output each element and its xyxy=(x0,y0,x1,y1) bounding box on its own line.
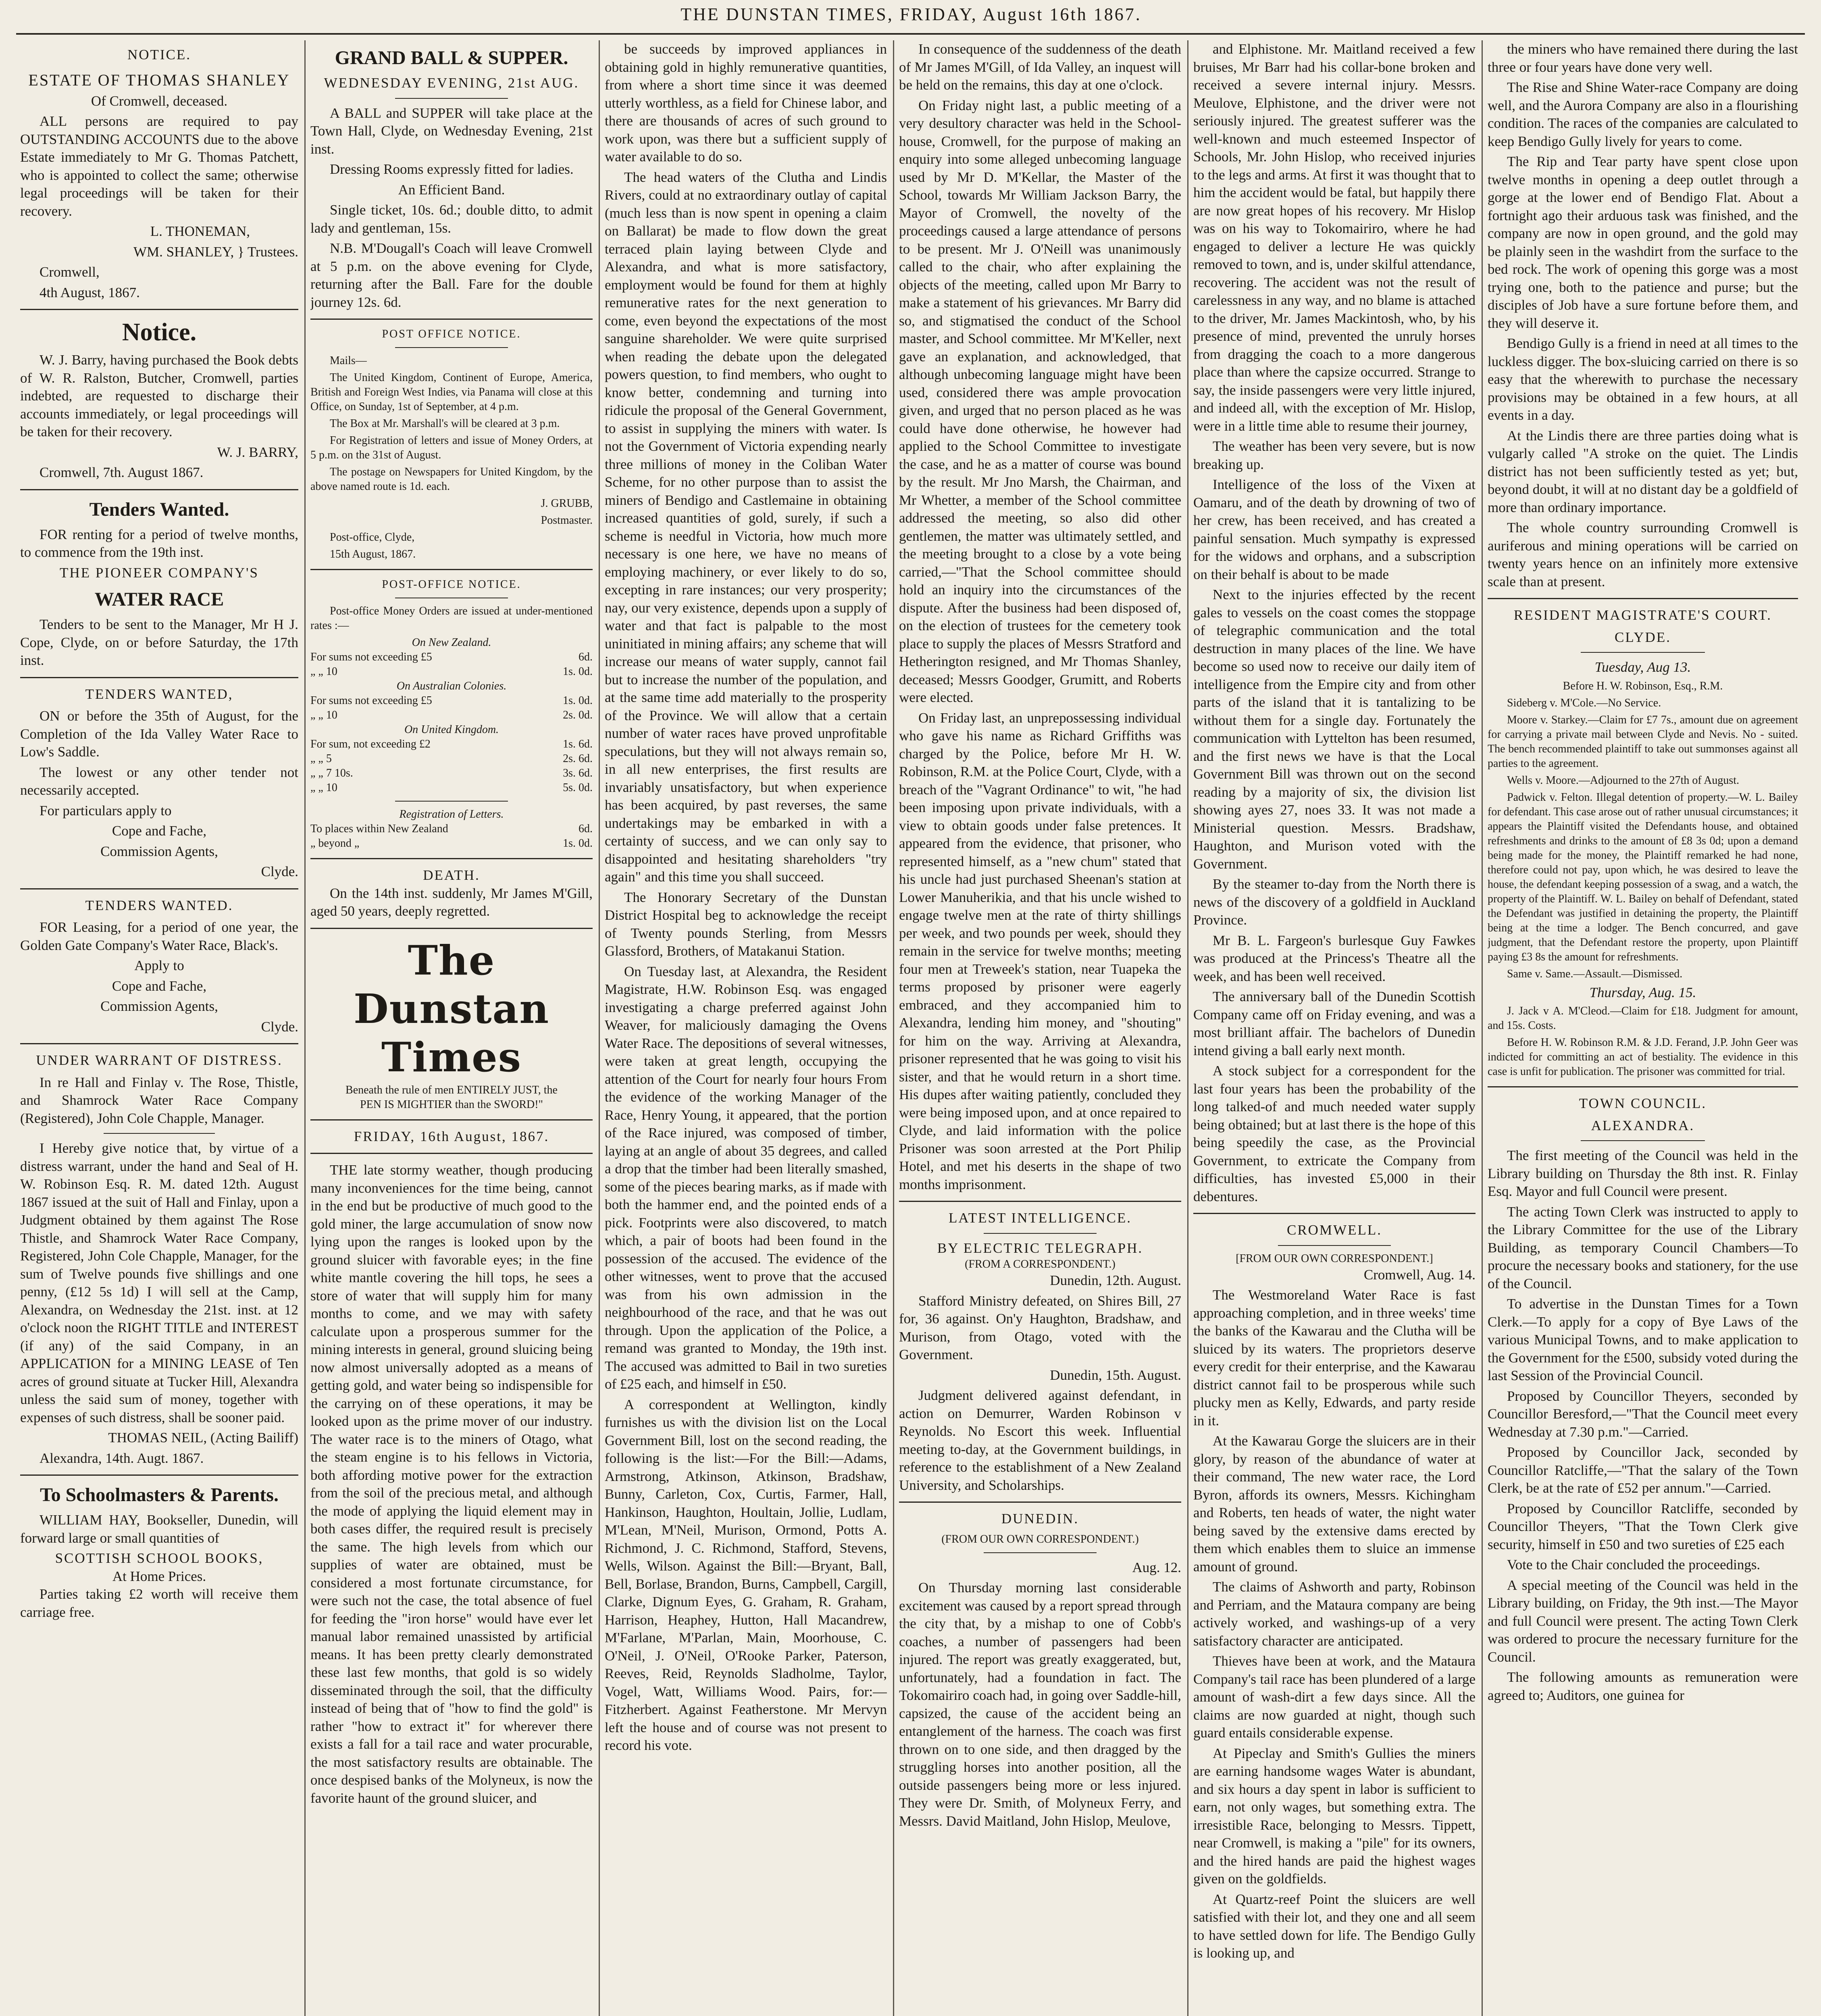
court-cases2 xyxy=(1488,1004,1798,1079)
table-row: „ „ 5 2s. 6d. xyxy=(310,752,593,765)
divider xyxy=(1581,652,1705,653)
column-5-text xyxy=(1193,40,1476,1206)
paragraph: The claims of Ashworth and party, Robinson and Perriam, and the Mataura company are being actively worked, and washings-up of a very satisfactory character are anticipated. xyxy=(1193,1579,1476,1649)
column-1 xyxy=(20,40,298,2016)
ball-title: GRAND BALL & SUPPER. xyxy=(335,47,568,69)
table-row: „ „ 10 1s. 0d. xyxy=(310,665,593,678)
table-row: „ beyond „ 1s. 0d. xyxy=(310,837,593,850)
paragraph: To advertise in the Dunstan Times for a Town Clerk.—To apply for a copy of Bye Laws of the various Municipal Towns, and to make application to the Government for the £500, subsidy voted during the last Session of the Provincial Council. xyxy=(1488,1296,1798,1383)
ball-band: An Efficient Band. xyxy=(398,181,505,198)
court-title: RESIDENT MAGISTRATE'S COURT. xyxy=(1513,607,1772,623)
column-5 xyxy=(1193,40,1476,2016)
paragraph: The acting Town Clerk was instructed to apply to the Library Committee for the use of the Library Building, as temporary Council Chambers—To procure the necessary books and stationery, for the use of the Council. xyxy=(1488,1204,1798,1291)
column-rule xyxy=(304,40,306,2016)
po2-title: POST-OFFICE NOTICE. xyxy=(382,578,521,591)
tenders2-place: Clyde. xyxy=(261,864,298,879)
paragraph: The head waters of the Clutha and Lindis Rivers, could at no extraordinary outlay of capital (much less than is now spent in opening a claim on Ballarat) be made to flow down the great terraced plain laying between Clyde and Alexandra, and what is more satisfactory, employment would be found for them at highly remunerative rates for the next generation to come, even beyond the expectations of the most sanguine shareholder. We were quite surprised when reading the debate upon the delegated powers question, to find members, who ought to know better, condemning and turning into ridicule the proposal of the General Government, to assist in supplying the miners with water. Is not the Government of Victoria expending nearly three millions of money in the Coliban Water Scheme, for no other purpose than to assist the miners of Bendigo and Castlemaine in obtaining increased quantities of gold, surely, if such a scheme is needful in Victoria, how much more necessary is one here, we have no means of employing machinery, or ever likely to do so, excepting in rare instances; our very prosperity; nay, our very existence, depends upon a supply of water and that fact is palpable to the most uninitiated in mining affairs; any scheme that will increase our means of water supply, cannot fail but to increase the number of the population, and at the same time add materially to the prosperity of the Province. We will allow that a certain number of water races have proved unprofitable speculations, but they will not always remain so, in all new enterprises, the first results are invariably unsatisfactory, but when experience has been acquired, by past reverses, the same undertakings may be embarked in with a certainty of success, and we can only say to disappointed and hesitating shareholders "try again" and this time you shall succeed. xyxy=(605,169,887,885)
paragraph: Same v. Same.—Assault.—Dismissed. xyxy=(1507,967,1683,980)
tenders1-title: Tenders Wanted. xyxy=(89,498,229,520)
paragraph: A special meeting of the Council was held in the Library building, on Friday, the 9th inst.—The Mayor and full Council were present. The acting Town Clerk was ordered to procure the necessary furniture for the Council. xyxy=(1488,1577,1798,1665)
header-rule xyxy=(16,33,1805,35)
paragraph: The anniversary ball of the Dunedin Scottish Company came off on Friday evening, and was a most brilliant affair. The bachelors of Dunedin intend giving a ball early next month. xyxy=(1193,989,1476,1058)
po-body1: The United Kingdom, Continent of Europe, America, British and Foreign West Indies, via Panama will close at this Office, on Sunday, 1st of September, at 4 p.m. xyxy=(310,371,593,413)
paragraph: Moore v. Starkey.—Claim for £7 7s., amount due on agreement for carrying a private mail between Clyde and Nevis. No - suited. The bench recommended plaintiff to take out summonses against all parties to the agreement. xyxy=(1488,713,1798,770)
divider xyxy=(310,569,593,570)
divider xyxy=(1278,1245,1391,1246)
late-date1: Dunedin, 12th. August. xyxy=(1050,1272,1181,1288)
tenders2-body: ON or before the 35th of August, for the Completion of the Ida Valley Water Race to Low's Saddle. xyxy=(20,708,298,760)
death-body: On the 14th inst. suddenly, Mr James M'Gill, aged 50 years, deeply regretted. xyxy=(310,885,593,919)
paragraph: The first meeting of the Council was held in the Library building on Thursday the 8th inst. R. Finlay Esq. Mayor and full Council were present. xyxy=(1488,1148,1798,1199)
paragraph: and Elphistone. Mr. Maitland received a few bruises, Mr Barr had his collar-bone broken and received a severe internal injury. Messrs. Meulove, Elphistone, and the driver were not seriously injured. The greatest sufferer was the well-known and much esteemed Inspector of Schools, Mr. John Hislop, who received injuries to the legs and arms. At first it was thought that to him the accident would be fatal, but happily there are now great hopes of his recovery. Mr Hislop was on his way to Tokomairiro, where he had engaged to deliver a lecture He was quickly removed to town, and is, under skilful attendance, recovering. The accident was not the result of carelessness in any way, and no blame is attached to the driver, Mr. James Mackintosh, who, by his presence of mind, prevented the unruly horses from dragging the coach to a more dangerous place than where the capsize occurred. Strange to say, the inside passengers were very little injured, and indeed all, with the exception of Mr. Hislop, were in a little time able to resume their journey, xyxy=(1193,41,1476,434)
paragraph: The Rip and Tear party have spent close upon twelve months in opening a deep outlet through a gorge at the lower end of Bendigo Flat. About a fortnight ago their arduous task was finished, and the company are now in open ground, and the gold may be plainly seen in the washdirt from the surface to the bed rock. The work of opening this gorge was a most trying one, both to the patience and purse; but the disciples of Job have a sure fortune before them, and they will deserve it. xyxy=(1488,154,1798,331)
dunedin-text: On Thursday morning last considerable excitement was caused by a report spread through the city that, by a mishap to one of Cobb's coaches, a number of passengers had been injured. The report was greatly exaggerated, but, unfortunately, had a foundation in fact. The Tokomairiro coach had, in going over Saddle-hill, capsized, the cause of the accident being an entanglement of the harness. The coach was first thrown on to one side, and then dragged by the struggling horses into another position, all the outside passengers being more or less injured. They were Dr. Smith, of Molyneux Ferry, and Messrs. David Maitland, John Hislop, Meulove, xyxy=(899,1580,1181,1829)
po2-nz: On New Zealand. xyxy=(412,636,491,649)
po-place: Post-office, Clyde, xyxy=(330,531,415,544)
po-body2: The Box at Mr. Marshall's will be cleared at 3 p.m. xyxy=(330,417,560,430)
tenders3-agents2: Commission Agents, xyxy=(100,998,218,1014)
column-rule xyxy=(1482,40,1483,2016)
column-2 xyxy=(310,40,593,2016)
divider xyxy=(1193,1213,1476,1214)
table-row: To places within New Zealand 6d. xyxy=(310,823,593,835)
po2-aus: On Australian Colonies. xyxy=(396,680,507,692)
paragraph: Next to the injuries effected by the recent gales to vessels on the coast comes the stoppage of telegraphic communication and the total destruction in many places of the line. We have become so used now to receive our daily item of intelligence from the Empire city and from other parts of the island that it is tantalizing to be without them for a single day. Fortunately the communication with Lyttelton has been resumed, and the first news we have is that the Local Government Bill was thrown out on the second reading by a majority of six, the division list showing ayes 27, noes 33. It was not made a Ministerial question. Messrs. Bradshaw, Haughton, and Murison voted with the Government. xyxy=(1193,587,1476,872)
column-3 xyxy=(605,40,887,2016)
ball-coach: N.B. M'Dougall's Coach will leave Cromwell at 5 p.m. on the above evening for Clyde, returning after the Ball. Fare for the double journey 12s. 6d. xyxy=(310,240,593,310)
divider xyxy=(20,677,298,678)
tenders3-agents: Cope and Fache, xyxy=(112,978,207,994)
paragraph: At the Lindis there are three parties doing what is vulgarly called "A stroke on the quiet. The Lindis district has not been sufficiently tested as yet; but, beyond doubt, it will at no distant day be a goldfield of more than ordinary importance. xyxy=(1488,427,1798,515)
table-row: For sum, not exceeding £2 1s. 6d. xyxy=(310,738,593,750)
paragraph: A correspondent at Wellington, kindly furnishes us with the division list on the Local Government Bill, lost on the second reading, the following is the list:—For the Bill:—Adams, Armstrong, Atkinson, Atkinson, Bradshaw, Bunny, Carleton, Cox, Curtis, Farmer, Hall, Hankinson, Haughton, Houltain, Jollie, Ludlam, M'Lean, M'Neil, Murison, Ormond, Potts A. Richmond, J. C. Richmond, Stafford, Stevens, Wells, Wilson. Against the Bill:—Bryant, Ball, Bell, Borlase, Brandon, Burns, Campbell, Cargill, Clarke, Dignum Eyes, G. Graham, R. Graham, Harrison, Heaphey, Hutton, Hall Macandrew, M'Farlane, M'Parlan, Main, Moorhouse, C. O'Neil, J. O'Neil, O'Rooke Parker, Paterson, Reeves, Reid, Reynolds Sladholme, Taylor, Vogel, Watt, Williams Wood. Pairs, for:—Fitzherbert. Against Featherstone. Mr Mervyn left the house and of course was not present to record his vote. xyxy=(605,1396,887,1753)
paragraph: Proposed by Councillor Theyers, seconded by Councillor Beresford,—"That the Council meet every Wednesday at 7.30 p.m."—Carried. xyxy=(1488,1388,1798,1440)
aus-rates-table xyxy=(310,694,593,723)
paragraph: Thieves have been at work, and the Mataura Company's tail race has been plundered of a large amount of wash-dirt a few days since. All the claims are now guarded at night, though such guard entails considerable expense. xyxy=(1193,1653,1476,1741)
paragraph: the miners who have remained there during the last three or four years have done very well. xyxy=(1488,41,1798,75)
notice1-date: 4th August, 1867. xyxy=(40,284,140,300)
notice2-sig: W. J. BARRY, xyxy=(217,444,298,460)
column-6 xyxy=(1488,40,1798,2016)
tenders3-body: FOR Leasing, for a period of one year, the Golden Gate Company's Water Race, Black's. xyxy=(20,919,298,953)
paragraph: Sideberg v. M'Cole.—No Service. xyxy=(1507,696,1661,709)
ball-tickets: Single ticket, 10s. 6d.; double ditto, to admit lady and gentleman, 15s. xyxy=(310,202,593,236)
tenders2-title: TENDERS WANTED, xyxy=(85,686,233,702)
table-row: For sums not exceeding £5 6d. xyxy=(310,651,593,663)
paragraph: Mr B. L. Fargeon's burlesque Guy Fawkes was produced at the Princess's Theatre all the week, and has been well received. xyxy=(1193,932,1476,984)
divider xyxy=(984,1552,1097,1553)
paragraph: Intelligence of the loss of the Vixen at Oamaru, and of the death by drowning of two of her crew, has been received, and has created a painful sensation. Much sympathy is expressed for the widows and orphans, and a subscription on their behalf is about to be made xyxy=(1193,477,1476,582)
dateline: FRIDAY, 16th August, 1867. xyxy=(354,1128,549,1144)
page-header: THE DUNSTAN TIMES, FRIDAY, August 16th 1867. xyxy=(681,4,1142,24)
divider xyxy=(1488,1086,1798,1087)
school-body2: Parties taking £2 worth will receive them carriage free. xyxy=(20,1586,298,1620)
paragraph: Padwick v. Felton. Illegal detention of property.—W. L. Bailey for defendant. This case arose out of rather unusual circumstances; it appears the Plaintiff visited the Defendants house, and obtained refreshments and drinks to the amount of £8 3s 0d; upon a demand being made for the money, the Plaintiff remarked he had none, therefore could not pay, upon which, he was desired to leave the house, the defendant keeping possession of a swag, and a watch, the property of the Plaintiff. W. L. Bailey on behalf of Defendant, stated the Defendant was justified in detaining the property, the Plaintiff being at the time a lodger. The Bench concurred, and gave judgment, that the Defendant restore the property, upon Plaintiff paying £3 8s the amount for refreshments. xyxy=(1488,791,1798,963)
column-rule xyxy=(893,40,894,2016)
cromwell-corr: [FROM OUR OWN CORRESPONDENT.] xyxy=(1236,1252,1433,1265)
paragraph: In consequence of the suddenness of the death of Mr James M'Gill, of Ida Valley, an inquest will be held on the remains, this day at one o'clock. xyxy=(899,41,1181,93)
warrant-body: I Hereby give notice that, by virtue of a distress warrant, under the hand and Seal of H. W. Robinson Esq. R. M. dated 12th. August 1867 issued at the suit of Hall and Finlay, upon a Judgment obtained by them against The Rose Thistle, and Shamrock Water Race Company, Registered, John Cole Chapple, Manager, for the sum of Twelve pounds five shillings and one penny, (£12 5s 1d) I will sell at the Camp, Alexandra, on Wednesday the 21st. inst. at 12 o'clock noon the RIGHT TITLE and INTEREST (if any) of the said Company, in an APPLICATION for a MINING LEASE of Ten acres of ground situate at Tucker Hill, Alexandra unless the said sum of money, together with expenses of such distress, shall be sooner paid. xyxy=(20,1140,298,1425)
notice2-title: Notice. xyxy=(122,319,197,346)
paragraph: At Quartz-reef Point the sluicers are well satisfied with their lot, and they one and all seem to have settled down for life. The Bendigo Gully is looking up, and xyxy=(1193,1891,1476,1961)
cromwell-title: CROMWELL. xyxy=(1286,1222,1382,1238)
uk-rates-table xyxy=(310,737,593,795)
late-title: LATEST INTELLIGENCE. xyxy=(948,1210,1132,1226)
paragraph: The Honorary Secretary of the Dunstan District Hospital beg to acknowledge the receipt of Twenty pounds Sterling, from Messrs Glassford, Brothers, of Matakanui Station. xyxy=(605,889,887,959)
masthead: The Dunstan Times xyxy=(353,936,550,1081)
reg-rates-table xyxy=(310,822,593,851)
motto-line1: Beneath the rule of men ENTIRELY JUST, the xyxy=(345,1083,558,1096)
tenders2-apply: For particulars apply to xyxy=(40,802,172,818)
notice1-title: NOTICE. xyxy=(127,47,191,62)
column-6-text xyxy=(1488,40,1798,591)
notice1-sig1: L. THONEMAN, xyxy=(150,223,250,239)
school-books: SCOTTISH SCHOOL BOOKS, xyxy=(55,1550,264,1566)
tenders2-agents: Cope and Fache, xyxy=(112,823,207,839)
notice1-body: ALL persons are required to pay OUTSTANDING ACCOUNTS due to the above Estate immediately to Mr G. Thomas Patchett, who is appointed to collect the same; otherwise legal proceedings will be taken for their recovery. xyxy=(20,113,298,219)
notice1-sig2: WM. SHANLEY, } Trustees. xyxy=(133,244,298,260)
late-date2: Dunedin, 15th. August. xyxy=(1050,1367,1181,1383)
school-prices: At Home Prices. xyxy=(112,1568,206,1584)
paragraph: be succeeds by improved appliances in obtaining gold in highly remunerative quantities, from where a short time since it was deemed utterly worthless, as a field for Chinese labor, and there are thousands of acres of such ground to work upon, was there but a sufficient supply of water available to do so. xyxy=(605,41,887,165)
cromwell-text xyxy=(1193,1286,1476,1962)
paragraph: At the Kawarau Gorge the sluicers are in their glory, by reason of the abundance of water at their command, The new water race, the Lord Byron, affords its owners, Messrs. Kichingham and Roberts, ten heads of water, the night water being saved by the extensive dams erected by them which enables them to sluice an immense amount of ground. xyxy=(1193,1433,1476,1574)
tenders3-title: TENDERS WANTED. xyxy=(85,897,233,913)
paragraph: On Tuesday last, at Alexandra, the Resident Magistrate, H.W. Robinson Esq. was engaged investigating a charge preferred against John Weaver, for maliciously damaging the Ovens Water Race. The depositions of several witnesses, were taken at great length, occupying the attention of the Court for nearly four hours From the evidence of the working Manager of the Race, Henry Young, it appeared, that the portion of the Race injured, was composed of timber, laying at an angle of about 35 degrees, and called a drop that the timber had been literally smashed, some of the pieces bearing marks, as if made with both the hammer end, and the pointed ends of a pick. Footprints were also discovered, to match which, a pair of boots had been found in the possession of the accused. The evidence of the other witnesses, went to prove that the accused was from his own admission in the neighbourhood of the race, and that he was out through. Upon the application of the Police, a remand was granted to Monday, the 19th inst. The accused was admitted to Bail in two sureties of £25 each, and himself in £50. xyxy=(605,963,887,1392)
paragraph: The following amounts as remuneration were agreed to; Auditors, one guinea for xyxy=(1488,1669,1798,1703)
tenders1-body2: Tenders to be sent to the Manager, Mr H J. Cope, Clyde, on or before Saturday, the 17th inst. xyxy=(20,616,298,668)
late-sub: BY ELECTRIC TELEGRAPH. xyxy=(937,1240,1143,1256)
dunedin-date: Aug. 12. xyxy=(1132,1559,1181,1575)
motto-line2: PEN IS MIGHTIER than the SWORD!" xyxy=(360,1098,543,1111)
po-sig2: Postmaster. xyxy=(541,514,593,527)
divider xyxy=(20,309,298,310)
dunedin-title: DUNEDIN. xyxy=(1001,1511,1079,1527)
table-row: „ „ 7 10s. 3s. 6d. xyxy=(310,767,593,779)
notice2-body: W. J. Barry, having purchased the Book debts of W. R. Ralston, Butcher, Cromwell, parties indebted, are requested to discharge their accounts immediately, or legal proceedings will be taken for their recovery. xyxy=(20,352,298,439)
court-date2: Thursday, Aug. 15. xyxy=(1589,984,1696,1000)
paragraph: By the steamer to-day from the North there is news of the discovery of a goldfield in Auckland Province. xyxy=(1193,876,1476,928)
ball-date: WEDNESDAY EVENING, 21st AUG. xyxy=(324,75,579,91)
warrant-case: In re Hall and Finlay v. The Rose, Thistle, and Shamrock Water Race Company (Registered), John Cole Chapple, Manager. xyxy=(20,1074,298,1126)
death-title: DEATH. xyxy=(423,867,480,883)
council-place: ALEXANDRA. xyxy=(1591,1117,1695,1133)
paragraph: The Rise and Shine Water-race Company are doing well, and the Aurora Company are also in a flourishing condition. The races of the companies are calculated to keep Bendigo Gully lively for years to come. xyxy=(1488,79,1798,149)
paragraph: Vote to the Chair concluded the proceedings. xyxy=(1507,1557,1761,1572)
ball-rooms: Dressing Rooms expressly fitted for ladies. xyxy=(330,161,574,177)
notice1-of: Of Cromwell, deceased. xyxy=(91,93,228,109)
paragraph: A stock subject for a correspondent for the last four years has been the probability of the long talked-of and much needed water supply being obtained; but at last there is the hope of this being speedily the case, as the Provincial Government, to extricate the Company from difficulties, has invested £5,000 in their debentures. xyxy=(1193,1063,1476,1204)
column-3-text xyxy=(605,40,887,1755)
divider xyxy=(984,1233,1097,1234)
divider xyxy=(395,801,508,802)
divider xyxy=(310,1119,593,1120)
dunedin-corr: (FROM OUR OWN CORRESPONDENT.) xyxy=(941,1533,1139,1545)
column-4 xyxy=(899,40,1181,2016)
divider xyxy=(310,1153,593,1154)
divider xyxy=(20,1475,298,1476)
table-row: For sums not exceeding £5 1s. 0d. xyxy=(310,694,593,707)
divider xyxy=(310,858,593,859)
tenders3-place: Clyde. xyxy=(261,1018,298,1035)
ball-body: A BALL and SUPPER will take place at the Town Hall, Clyde, on Wednesday Evening, 21st inst. xyxy=(310,105,593,157)
divider xyxy=(20,1043,298,1044)
notice1-estate: ESTATE OF THOMAS SHANLEY xyxy=(28,71,290,89)
table-row: „ „ 10 5s. 0d. xyxy=(310,781,593,794)
po-body4: The postage on Newspapers for United Kingdom, by the above named route is 1d. each. xyxy=(310,466,593,493)
paragraph: Wells v. Moore.—Adjourned to the 27th of August. xyxy=(1507,774,1740,787)
column-rule xyxy=(599,40,600,2016)
divider xyxy=(395,347,508,348)
warrant-title: UNDER WARRANT OF DISTRESS. xyxy=(36,1052,283,1068)
paragraph: On Friday last, an unprepossessing individual who gave his name as Richard Griffiths was charged by the Police, before Mr H. W. Robinson, R.M. at the Police Court, Clyde, with a breach of the "Vagrant Ordinance" to wit, "he had been imposing upon private individuals, with a view to obtain goods under false pretences. It appeared from the evidence, that prisoner, who represented himself, as a "new chum" stated that his uncle had just purchased Sheenan's station at Lower Manuherikia, and that his uncle wished to engage twelve men at the rate of thirty shillings per week, and two pounds per week, should they remain in the service for twelve months; meeting four men at Treweek's station, near Tuapeka the terms proposed by prisoner were eagerly embraced, and they accompanied him to Alexandra, lending him money, and "shouting" for him on the way. Arriving at Alexandra, prisoner represented that he was going to visit his sister, and that he would return in a short time. His dupes after waiting patiently, concluded they were being imposed upon, and at once repaired to Clyde, and laid information with the police Prisoner was soon arrested at the Port Philip Hotel, and met his deserts in the shape of two months imprisonment. xyxy=(899,710,1181,1192)
paragraph: The weather has been very severe, but is now breaking up. xyxy=(1193,438,1476,472)
po-title: POST OFFICE NOTICE. xyxy=(382,328,521,340)
po-date: 15th August, 1867. xyxy=(330,548,416,560)
notice1-place: Cromwell, xyxy=(40,264,100,280)
divider xyxy=(20,489,298,490)
column-4-text xyxy=(899,40,1181,1193)
warrant-date: Alexandra, 14th. Augt. 1867. xyxy=(40,1450,204,1466)
divider xyxy=(20,888,298,889)
divider xyxy=(104,1133,215,1134)
editorial-text: THE late stormy weather, though producing many inconveniences for the time being, cannot in the end but be productive of much good to the gold miner, the large accumulation of snow now lying upon the ranges is looked upon by the ground sluicer with favorable eyes; in the fine white mantle covering the hill tops, he sees a store of water that will supply him for many months to come, and we may with safety calculate upon a prosperous summer for the mining interests in general, ground sluicing being now almost universally adopted as a means of getting gold, and water being so indispensible for the carrying on of these operations, it may be looked upon as the prime mover of our industry. The water race is to the miners of Otago, what the steam engine is to his fellows in Victoria, both affording motive power for the extraction from the soil of the precious metal, and although the mode of applying the liquid element may in both cases differ, the required result is precisely the same. The high levels from which our supplies of water are obtained, must be considered a most fortunate circumstance, for were such not the case, the total absence of fuel for feeding the "iron horse" would have ever let manual labor remained unassisted by artificial means. It has been pretty clearly demonstrated these last few months, that gold is so widely disseminated through the soil, that the difficulty instead of being that of "how to find the gold" is rather "how to extract it" for wherever there exists a fall for a tail race and water procurable, the most satisfactory results are obtainable. The once despised banks of the Molyneux, is now the favorite haunt of the ground sluicer, and xyxy=(310,1162,593,1806)
po2-uk: On United Kingdom. xyxy=(404,723,499,736)
tenders2-body2: The lowest or any other tender not necessarily accepted. xyxy=(20,764,298,798)
po-body3: For Registration of letters and issue of Money Orders, at 5 p.m. on the 31st of August. xyxy=(310,434,593,461)
divider xyxy=(310,319,593,320)
court-date1: Tuesday, Aug 13. xyxy=(1594,659,1691,675)
po-mails: Mails— xyxy=(330,354,367,367)
table-row: „ „ 10 2s. 0d. xyxy=(310,709,593,721)
divider xyxy=(1581,1140,1705,1141)
late-text1: Stafford Ministry defeated, on Shires Bill, 27 for, 36 against. On'y Haughton, Bradshaw, and Murison, from Otago, voted with the Government. xyxy=(899,1293,1181,1362)
divider xyxy=(395,98,508,99)
paragraph: Proposed by Councillor Jack, seconded by Councillor Ratcliffe,—"That the salary of the Town Clerk, be at the rate of £52 per annum."—Carried. xyxy=(1488,1444,1798,1496)
late-corr: (FROM A CORRESPONDENT.) xyxy=(965,1258,1115,1270)
tenders1-body: FOR renting for a period of twelve months, to commence from the 19th inst. xyxy=(20,526,298,560)
reg-title: Registration of Letters. xyxy=(399,808,504,821)
paragraph: At Pipeclay and Smith's Gullies the miners are earning handsome wages Water is abundant, and six hours a day spent in labor is sufficient to earn, not only wages, but something extra. The irresistible Race, belonging to Messrs. Tippett, near Cromwell, is making a "pile" for its owners, and the hired hands are paid the highest wages given on the goldfields. xyxy=(1193,1745,1476,1887)
school-body: WILLIAM HAY, Bookseller, Dunedin, will forward large or small quantities of xyxy=(20,1512,298,1546)
court-cases1 xyxy=(1488,696,1798,981)
warrant-sig: THOMAS NEIL, (Acting Bailiff) xyxy=(108,1430,298,1445)
tenders2-agents2: Commission Agents, xyxy=(100,843,218,859)
tenders1-company: THE PIONEER COMPANY'S xyxy=(60,564,259,581)
council-text xyxy=(1488,1147,1798,1704)
tenders1-race: WATER RACE xyxy=(94,589,224,610)
paragraph: Proposed by Councillor Ratcliffe, seconded by Councillor Theyers, "That the Town Clerk give security, himself in £50 and two sureties of £25 each xyxy=(1488,1500,1798,1552)
po2-intro: Post-office Money Orders are issued at under-mentioned rates :— xyxy=(310,605,593,632)
paragraph: Bendigo Gully is a friend in need at all times to the luckless digger. The box-sluicing carried on there is so easy that the wherewith to purchase the necessary provisions may be obtained in a few hours, at all events in a day. xyxy=(1488,335,1798,423)
nz-rates-table xyxy=(310,650,593,679)
notice2-date: Cromwell, 7th. August 1867. xyxy=(40,464,204,480)
school-title: To Schoolmasters & Parents. xyxy=(40,1484,279,1506)
cromwell-date: Cromwell, Aug. 14. xyxy=(1363,1266,1476,1283)
court-before1: Before H. W. Robinson, Esq., R.M. xyxy=(1563,679,1723,692)
po-sig: J. GRUBB, xyxy=(541,497,593,510)
council-title: TOWN COUNCIL. xyxy=(1579,1095,1707,1111)
paragraph: J. Jack v A. M'Cleod.—Claim for £18. Judgment for amount, and 15s. Costs. xyxy=(1488,1005,1798,1032)
paragraph: Before H. W. Robinson R.M. & J.D. Ferand, J.P. John Geer was indicted for committing an act of bestiality. The evidence in this case is unfit for publication. The prisoner was committed for trial. xyxy=(1488,1036,1798,1078)
divider xyxy=(899,1502,1181,1503)
divider xyxy=(899,1201,1181,1202)
tenders3-apply: Apply to xyxy=(134,958,184,973)
divider xyxy=(1488,598,1798,599)
late-text2: Judgment delivered against defendant, in action on Demurrer, Warden Robinson v Reynolds. No Escort this week. Influential meeting to-day, at the Government buildings, in reference to the establishment of a New Zealand University, and Scholarships. xyxy=(899,1387,1181,1493)
paragraph: On Friday night last, a public meeting of a very desultory character was held in the School-house, Cromwell, for the purpose of making an enquiry into some alleged unbecoming language used by Mr D. M'Kellar, the Master of the School, towards Mr William Jackson Barry, the Mayor of Cromwell, the novelty of the proceedings caused a large attendance of persons to be present. Mr J. O'Neill was unanimously called to the chair, who after explaining the objects of the meeting, called upon Mr Barry to make a statement of his grievances. Mr Barry did so, and stigmatised the conduct of the School master, and School committee. Mr M'Keller, next gave an explanation, and acknowledged, that although unbecoming language might have been used, considered there was ample provocation given, and urged that no person placed as he was could have done otherwise, he however had applied to the School Committee to investigate the case, and he as a matter of course was bound by the result. Mr Jno Marsh, the Chairman, and Mr Whetter, a member of the School committee addressed the meeting, so also did other gentlemen, the matter was ultimately settled, and the meeting brought to a close by a vote being carried,—"That the School committee should hold an inquiry into the circumstances of the dispute. After the business had been disposed of, on the election of trustees for the cemetery took place to supply the places of Messrs Stratford and Hetherington resigned, and Mr Thomas Shanley, deceased; Messrs Goodger, Grumitt, and Roberts were elected. xyxy=(899,97,1181,705)
paragraph: The Westmoreland Water Race is fast approaching completion, and in three weeks' time the banks of the Kawarau and the Clutha will be sluiced by its waters. The proprietors deserve every credit for their enterprise, and the Kawarau district cannot fail to be prosperous while such plucky men as Kelly, Edwards, and party reside in it. xyxy=(1193,1287,1476,1429)
paragraph: The whole country surrounding Cromwell is auriferous and mining operations will be carried on twenty years hence on an infinitely more extensive scale than at present. xyxy=(1488,520,1798,589)
divider xyxy=(310,928,593,929)
court-place: CLYDE. xyxy=(1615,629,1671,645)
column-rule xyxy=(1187,40,1188,2016)
